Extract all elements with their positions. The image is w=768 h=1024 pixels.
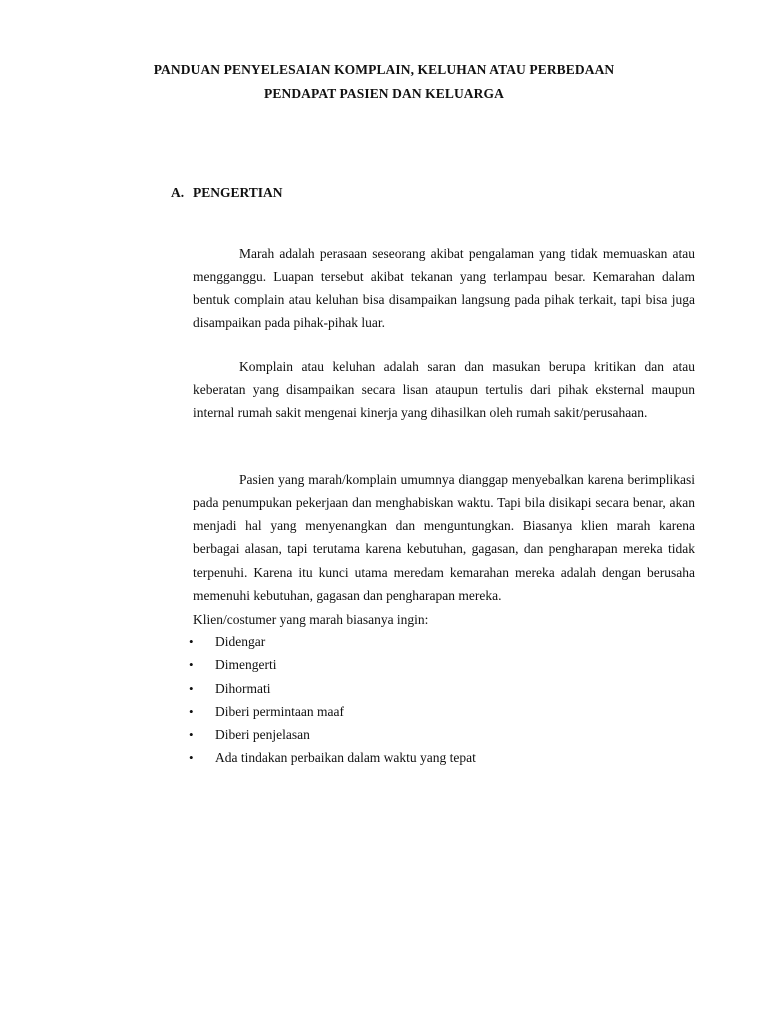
list-item-text: Dihormati	[215, 680, 271, 696]
list-item-text: Didengar	[215, 634, 266, 649]
list-item-text: Ada tindakan perbaikan dalam waktu yang tepat	[215, 750, 476, 766]
paragraph-definition-anger: Marah adalah perasaan seseorang akibat pengalaman yang tidak memuaskan atau mengganggu. Luapan tersebut akibat tekanan yang terlampau besar. Kemarahan dalam bentuk complain atau keluhan bisa disampaikan langsung pada pihak terkait, tapi bisa juga disampaikan pada pihak-pihak luar.	[193, 245, 695, 331]
bullet-icon: •	[189, 634, 194, 649]
list-item-text: Dimengerti	[215, 657, 277, 673]
bullet-icon: •	[189, 680, 194, 696]
document-title-line-1: PANDUAN PENYELESAIAN KOMPLAIN, KELUHAN ATAU PERBEDAAN	[153, 62, 615, 77]
bullet-icon: •	[189, 750, 194, 766]
section-letter: A.	[171, 185, 185, 200]
bullet-icon: •	[189, 727, 194, 743]
bullet-icon: •	[189, 657, 194, 673]
list-item	[189, 657, 476, 680]
list-item	[189, 681, 476, 704]
list-item	[189, 634, 476, 657]
document-title-line-2: PENDAPAT PASIEN DAN KELUARGA	[264, 86, 504, 101]
paragraph-definition-complaint: Komplain atau keluhan adalah saran dan masukan berupa kritikan dan atau keberatan yang disampaikan secara lisan ataupun tertulis dari pihak eksternal maupun internal rumah sakit mengenai kinerja yang dihasilkan oleh rumah sakit/perusahaan.	[193, 358, 695, 421]
section-heading	[171, 185, 283, 201]
list-item	[189, 750, 476, 773]
bullet-icon: •	[189, 703, 194, 719]
list-item-text: Diberi penjelasan	[215, 727, 310, 743]
list-item-text: Diberi permintaan maaf	[215, 703, 344, 719]
section-title: PENGERTIAN	[193, 185, 283, 200]
list-item	[189, 704, 476, 727]
paragraph-angry-patient: Pasien yang marah/komplain umumnya dianggap menyebalkan karena berimplikasi pada penumpukan pekerjaan dan menghabiskan waktu. Tapi bila disikapi secara benar, akan menjadi hal yang menyenangkan dan menguntungkan. Biasanya klien marah karena berbagai alasan, tapi terutama karena kebutuhan, gagasan, dan pengharapan mereka tidak terpenuhi. Karena itu kunci utama meredam kemarahan mereka adalah dengan berusaha memenuhi kebutuhan, gagasan dan pengharapan mereka.	[193, 471, 695, 603]
list-item	[189, 727, 476, 750]
list-intro: Klien/costumer yang marah biasanya ingin:	[193, 612, 429, 627]
needs-list	[189, 634, 476, 774]
